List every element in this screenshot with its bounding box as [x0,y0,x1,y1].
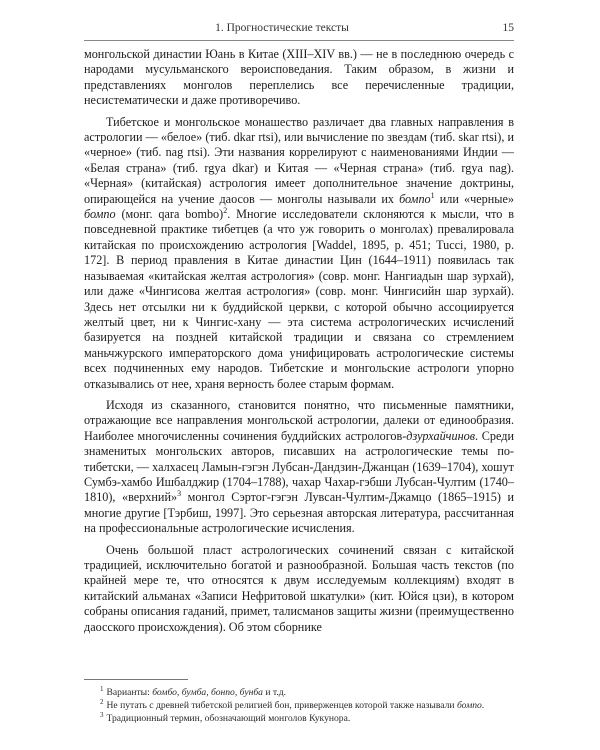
footnote-ref-3[interactable]: 3 [177,489,182,499]
footnote-1 [84,686,514,699]
paragraph-2-text-d: . Многие исследователи склоняются к мысли, что в повседневной практике тибетцев (а что уж говорить о монголах) превалировала китайская по происхождению астрология [Waddel, 1895, p. 451; Tucci, 1980, p. 172]. В период правления в Китае династии Цин (1644–1911) появилась так называемая «китайская желтая астрология» (совр. монг. Нангиадын шар зурхай), или даже «Чингисова желтая астрология» (совр. монг. Чингисийн шар зурхай). Здесь нет отсылки ни к буддийской церкви, с которой обычно ассоциируется желтый цвет, ни к Чингис-хану — эта система астрологических исчислений базируется на поздней китайской традиции и связана со стремлением маньчжурского императорского дома унифицировать астрологические системы всех подчиненных ему народов. Тибетские и монгольские астрологи упорно отказывались от нее, храня верность более старым формам. [84,207,514,391]
footnote-2-tail: . [481,700,485,712]
footnote-divider [84,679,188,680]
paragraph-2-text-a: Тибетское и монгольское монашество различает два главных направления в астрологии — «белое» (тиб. dkar rtsi), или вычисление по звездам (тиб. skar rtsi), и «черное» (тиб. nag rtsi). Эти названия коррелируют с наименованиями Индии — «Белая страна» (тиб. rgya dkar) и Китая — «Черная страна» (тиб. rgya nag). «Черная» (китайская) астрология имеет дополнительное значение доктрины, опирающейся на учение даосов — монголы называли их [84,114,514,206]
paragraph-3-text-b: . Среди знаменитых монгольских авторов, писавших на астрологические темы по-тибетски, — халхасец Ламын-гэгэн Лубсан-Дандзин-Джанцан (1639–1704), хошут Сумбэ-хамбо Ишбалджир (1704–1788), чахар Чахар-гэбши Лубсан-Чултим (1740–1810), «верхний» [84,428,514,505]
footnote-number: 2 [100,698,104,707]
footnote-number: 1 [100,684,104,693]
running-title: 1. Прогностические тексты [215,22,349,34]
footnote-1-tail: и т.д. [262,687,287,698]
footnotes [84,686,514,726]
paragraph-1 [84,47,514,109]
paragraph-2-text-b: или «черные» [434,191,514,206]
italic-term-bompo: бомпо [84,207,116,222]
footnote-2-word: бомпо [456,700,482,712]
header-divider [84,40,514,41]
paragraph-4-text: Очень большой пласт астрологических сочинений связан с китайской традицией, исключительно богатой и разнообразной. Большая часть текстов (по крайней мере те, что относятся к двум исследуемым коллекциям) входят в китайский альманах «Записи Нефритовой шкатулки» (кит. Юйся цзи), в котором собраны описания гаданий, примет, талисманов защиты жизни (преимущественно даосского происхождения). Об этом сборнике [84,542,514,634]
footnote-ref-1[interactable]: 1 [430,190,435,200]
paragraph-2 [84,115,514,392]
footnote-2-lead: Не путать с древней тибетской религией бон, приверженцев которой также называли [106,700,457,712]
paragraph-2-text-c: (монг. qara bombo) [115,207,224,222]
footnote-3-text: Традиционный термин, обозначающий монголов Кукунора. [106,713,351,725]
footnote-1-variants: бомбо, бумба, бонпо, бунба [152,687,263,698]
italic-term-bompo: бомпо [399,191,431,206]
paragraph-3-text-c: монгол Сэртог-гэгэн Лувсан-Чултим-Джамцо (1865–1915) и многие другие [Тэрбиш, 1997]. Это серьезная авторская литература, рассчитанная на профессиональные астрологические исчисления. [84,490,514,536]
paragraph-3-text-a: Исходя из сказанного, становится понятно, что письменные памятники, отражающие все направления монгольской астрологии, далеки от единообразия. Наиболее многочисленны сочинения буддийских астрологов- [84,397,514,443]
page-number: 15 [502,22,514,34]
italic-term-dzurhaichin: дзурхайчинов [406,428,476,443]
main-text [84,47,514,635]
paragraph-1-text: монгольской династии Юань в Китае (XIII–XIV вв.) — не в последнюю очередь с народами мусульманского вероисповедания. Таким образом, в жизни и представлениях монголов переплелись все перечисленные традиции, несистематически и даже противоречиво. [84,47,514,108]
footnote-ref-2[interactable]: 2 [223,206,228,215]
footnote-3 [84,712,514,725]
paragraph-3 [84,398,514,537]
footnote-number: 3 [100,711,104,720]
footnote-1-lead: Варианты: [106,687,153,698]
paragraph-4 [84,543,514,635]
footnote-2 [84,699,514,712]
